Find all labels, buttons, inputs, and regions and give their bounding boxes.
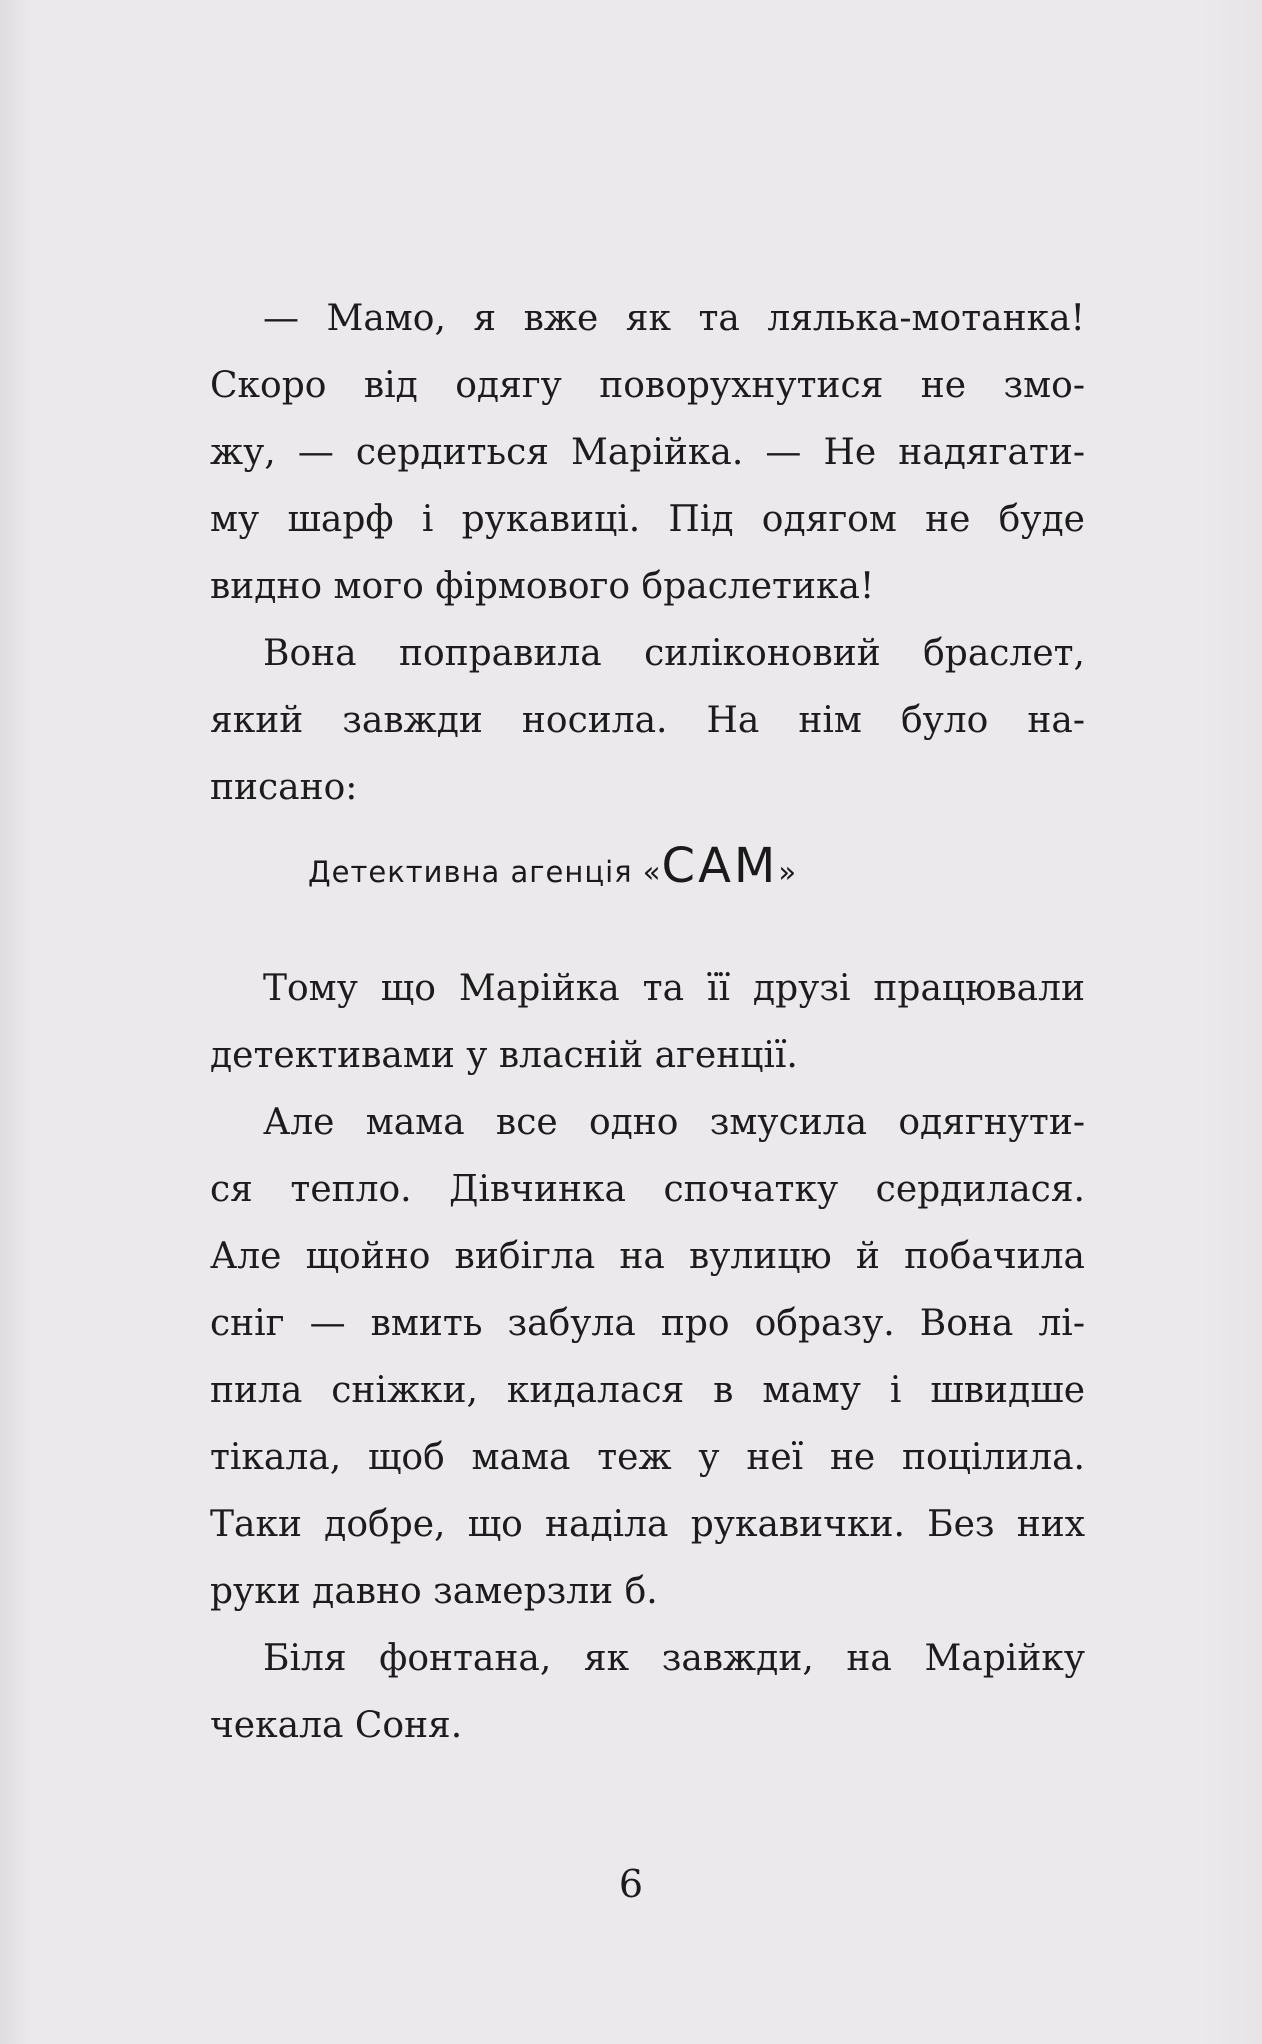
text-line: руки давно замерзли б. — [210, 1571, 658, 1612]
text-line: сніг — вмить забула про образу. Вона лі- — [210, 1303, 1085, 1344]
text-line: Але мама все одно змусила одягнути- — [263, 1102, 1085, 1143]
text-line: який завжди носила. На нім було на- — [210, 700, 1085, 741]
paragraph-1 — [210, 285, 1085, 620]
text-line: ся тепло. Дівчинка спочатку сердилася. — [210, 1169, 1085, 1210]
inscription-name: САМ — [661, 838, 779, 894]
text-line: видно мого фірмового браслетика! — [210, 566, 875, 607]
inscription-prefix: Детективна агенція « — [308, 855, 662, 889]
text-line: Біля фонтана, як завжди, на Марійку — [263, 1638, 1085, 1679]
page-number: 6 — [618, 1862, 644, 1906]
text-line: Але щойно вибігла на вулицю й побачила — [210, 1236, 1085, 1277]
body-text — [210, 285, 1085, 1759]
text-line: чекала Соня. — [210, 1705, 463, 1746]
text-line: — Мамо, я вже як та лялька-мотанка! — [263, 298, 1085, 339]
text-line: жу, — сердиться Марійка. — Не надягати- — [210, 432, 1085, 473]
inscription-suffix: » — [778, 855, 798, 889]
text-line: пила сніжки, кидалася в маму і швидше — [210, 1370, 1085, 1411]
text-line: Скоро від одягу поворухнутися не змо- — [210, 365, 1085, 406]
paragraph-4 — [210, 1089, 1085, 1625]
paragraph-5 — [210, 1625, 1085, 1759]
bracelet-inscription — [308, 838, 797, 894]
text-line: му шарф і рукавиці. Під одягом не буде — [210, 499, 1085, 540]
text-line: Вона поправила силіконовий браслет, — [263, 633, 1085, 674]
paragraph-2 — [210, 620, 1085, 821]
text-line: Таки добре, що наділа рукавички. Без них — [210, 1504, 1085, 1545]
paragraph-3 — [210, 955, 1085, 1089]
text-line: писано: — [210, 767, 358, 808]
text-line: детективами у власній агенції. — [210, 1035, 798, 1076]
text-line: тікала, щоб мама теж у неї не поцілила. — [210, 1437, 1085, 1478]
text-line: Тому що Марійка та її друзі працювали — [263, 968, 1085, 1009]
